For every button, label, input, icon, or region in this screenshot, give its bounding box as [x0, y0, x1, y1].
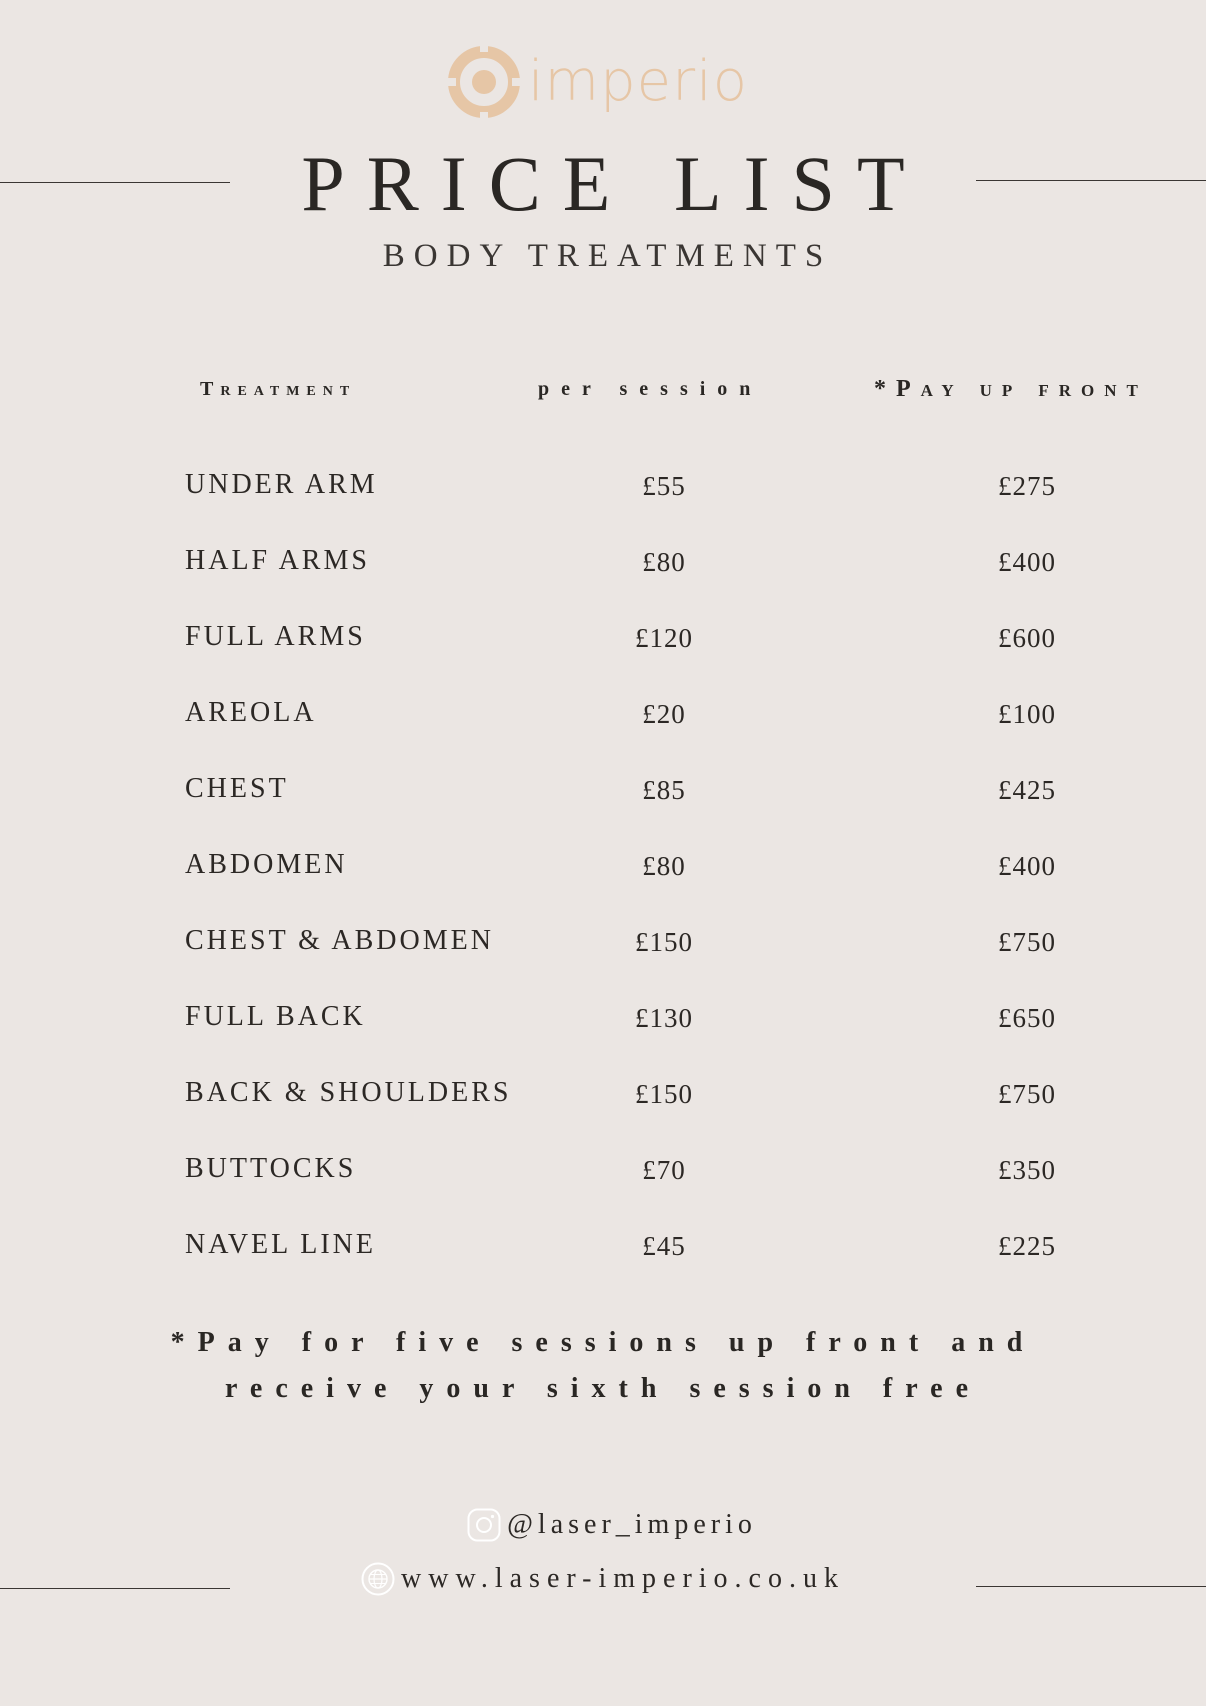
- price-pay-up-front: £600: [998, 623, 1056, 653]
- price-per-session: £80: [642, 851, 686, 881]
- price-pay-up-front: £750: [998, 927, 1056, 957]
- column-header-per-session: per session: [538, 378, 763, 400]
- price-per-session: £120: [635, 623, 693, 653]
- price-pay-up-front: £350: [998, 1155, 1056, 1185]
- table-row: [0, 455, 1206, 531]
- price-per-session: £80: [642, 547, 686, 577]
- table-row: [0, 759, 1206, 835]
- offer-note-line-2: receive your sixth session free: [224, 1373, 982, 1404]
- price-per-session: £150: [635, 927, 693, 957]
- treatment-name: NAVEL LINE: [185, 1229, 376, 1260]
- price-pay-up-front: £750: [998, 1079, 1056, 1109]
- treatment-name: BACK & SHOULDERS: [185, 1077, 512, 1108]
- price-per-session: £85: [642, 775, 686, 805]
- table-row: [0, 683, 1206, 759]
- price-per-session: £55: [642, 471, 686, 501]
- table-row: [0, 607, 1206, 683]
- offer-note-line-1: *Pay for five sessions up front and: [170, 1327, 1036, 1358]
- instagram-handle: @laser_imperio: [507, 1509, 757, 1540]
- treatment-name: UNDER ARM: [185, 469, 378, 500]
- treatment-name: AREOLA: [185, 697, 317, 728]
- treatment-name: BUTTOCKS: [185, 1153, 357, 1184]
- price-pay-up-front: £425: [998, 775, 1056, 805]
- column-header-pay-up-front: *Pay up front: [874, 376, 1148, 402]
- price-pay-up-front: £400: [998, 547, 1056, 577]
- price-pay-up-front: £400: [998, 851, 1056, 881]
- price-pay-up-front: £275: [998, 471, 1056, 501]
- globe-icon: [361, 1562, 395, 1596]
- website-link[interactable]: [0, 1562, 1206, 1596]
- treatment-name: FULL ARMS: [185, 621, 366, 652]
- table-row: [0, 835, 1206, 911]
- table-row: [0, 531, 1206, 607]
- price-pay-up-front: £100: [998, 699, 1056, 729]
- treatment-name: FULL BACK: [185, 1001, 366, 1032]
- price-per-session: £45: [642, 1231, 686, 1261]
- price-pay-up-front: £225: [998, 1231, 1056, 1261]
- price-per-session: £20: [642, 699, 686, 729]
- treatment-name: CHEST: [185, 773, 289, 804]
- logo-target-icon: [446, 44, 524, 120]
- column-header-treatment: Treatment: [200, 378, 357, 400]
- price-per-session: £70: [642, 1155, 686, 1185]
- instagram-icon: [467, 1508, 501, 1542]
- treatment-name: CHEST & ABDOMEN: [185, 925, 494, 956]
- price-table: [0, 455, 1206, 1291]
- page-title: PRICE LIST: [301, 140, 927, 227]
- instagram-link[interactable]: [0, 1508, 1206, 1542]
- brand-logo: [446, 44, 766, 120]
- treatment-name: HALF ARMS: [185, 545, 370, 576]
- price-per-session: £130: [635, 1003, 693, 1033]
- table-row: [0, 911, 1206, 987]
- price-pay-up-front: £650: [998, 1003, 1056, 1033]
- website-url: www.laser-imperio.co.uk: [401, 1563, 845, 1594]
- price-per-session: £150: [635, 1079, 693, 1109]
- table-row: [0, 1063, 1206, 1139]
- treatment-name: ABDOMEN: [185, 849, 348, 880]
- brand-name: imperio: [528, 49, 748, 114]
- table-row: [0, 1215, 1206, 1291]
- offer-note: [0, 1320, 1206, 1412]
- page-subtitle: BODY TREATMENTS: [382, 238, 833, 274]
- table-row: [0, 1139, 1206, 1215]
- table-row: [0, 987, 1206, 1063]
